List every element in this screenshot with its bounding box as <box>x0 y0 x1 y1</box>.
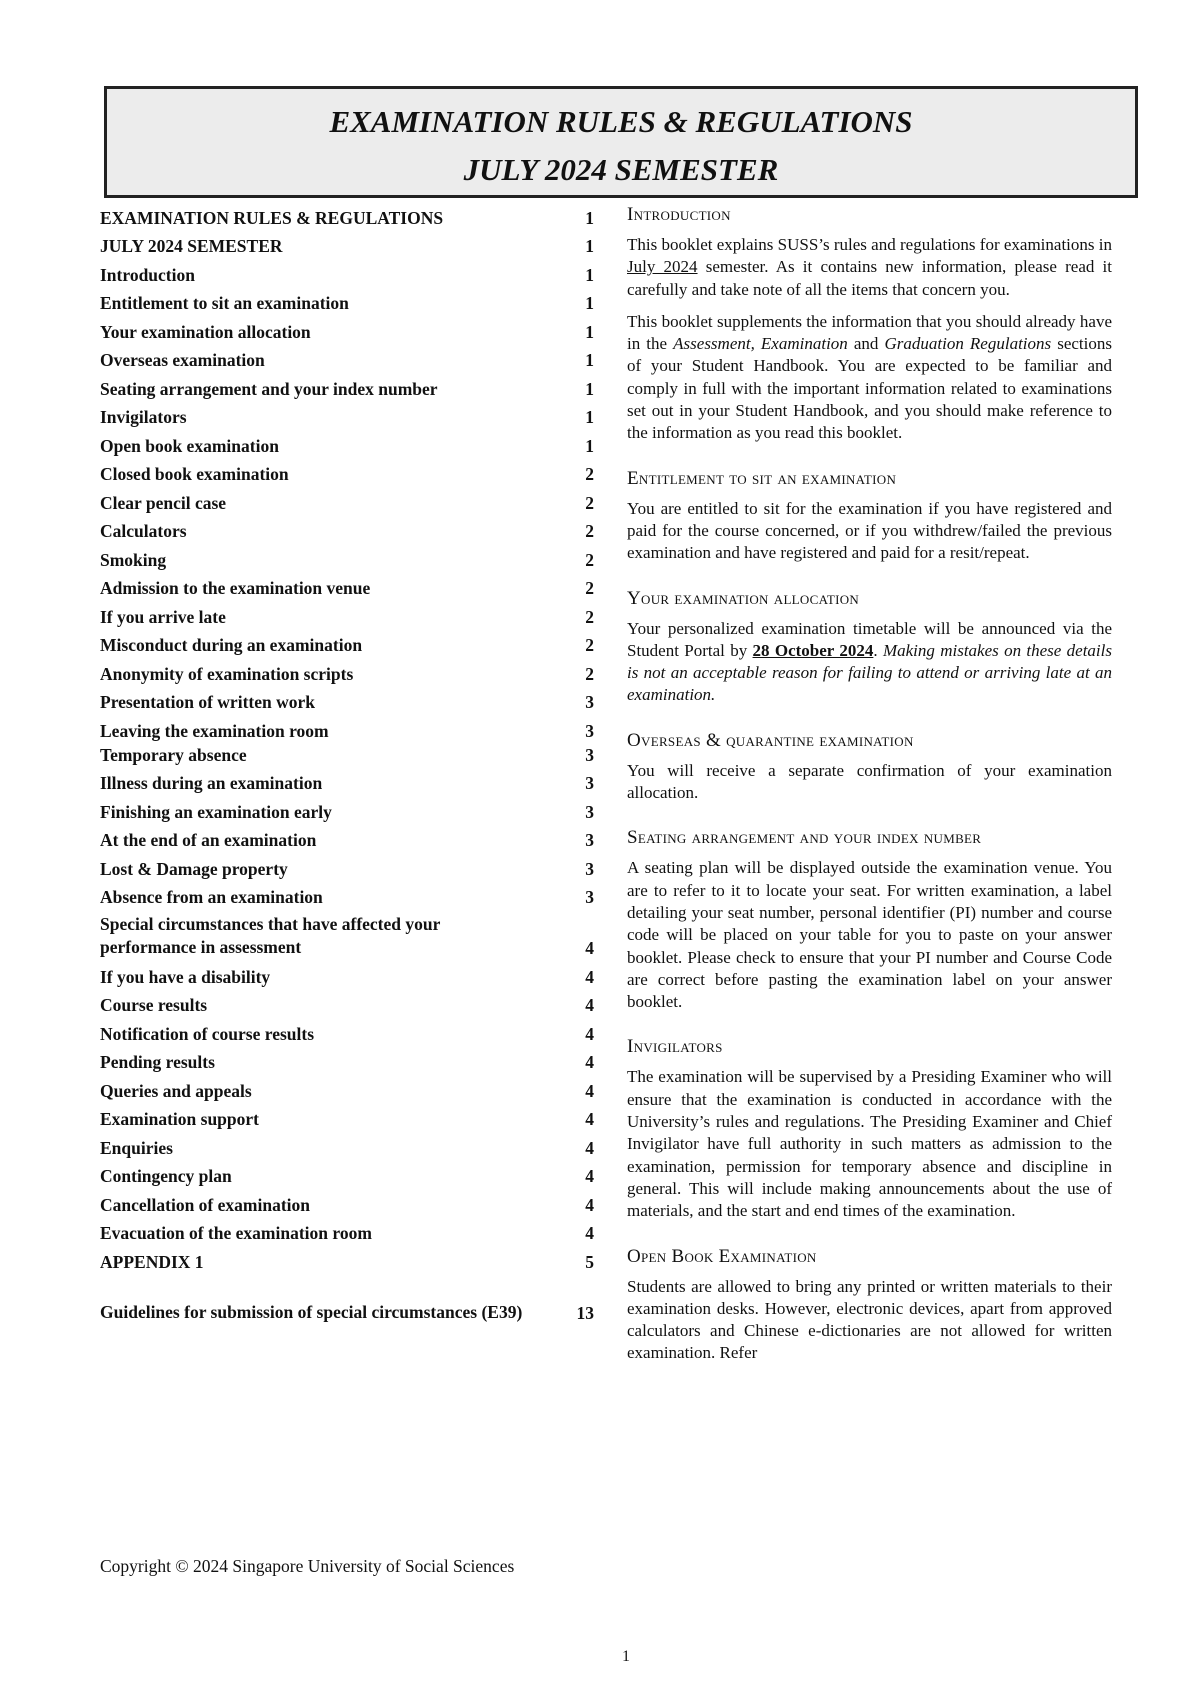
toc-title: Admission to the examination venue <box>100 578 371 598</box>
toc-page: 3 <box>585 692 594 712</box>
toc-entry[interactable] <box>100 1102 594 1131</box>
toc-title: Examination support <box>100 1109 259 1129</box>
toc-title: Open book examination <box>100 435 279 456</box>
toc-entry[interactable] <box>100 1130 594 1159</box>
toc-title: Anonymity of examination scripts <box>100 663 354 684</box>
toc-page: 3 <box>585 801 594 822</box>
toc-title: Finishing an examination early <box>100 801 332 822</box>
toc-title: Presentation of written work <box>100 692 315 712</box>
italic-text: Making mistakes on these details is not an acceptable reason for failing to attend or arriving late at an examination. <box>627 640 1112 705</box>
section-heading: Your examination allocation <box>627 587 860 609</box>
toc-title: Overseas examination <box>100 350 265 370</box>
toc-page: 5 <box>585 1251 594 1272</box>
toc-page: 3 <box>585 858 594 879</box>
toc-entry[interactable] <box>100 766 594 795</box>
toc-title: Cancellation of examination <box>100 1194 310 1215</box>
page-number: 1 <box>622 1648 630 1665</box>
toc-entry[interactable] <box>100 685 594 714</box>
toc-title: Calculators <box>100 521 187 541</box>
toc-title: Your examination allocation <box>100 321 311 342</box>
toc-entry[interactable] <box>100 599 594 628</box>
toc-page: 4 <box>585 1223 594 1243</box>
toc-page: 3 <box>585 744 594 765</box>
deadline-date: 28 October 2024 <box>752 640 874 660</box>
section-overseas <box>627 729 1112 805</box>
toc-title: Pending results <box>100 1052 215 1072</box>
text-run: semester. As it contains new information, please read it carefully and take note of all the items that concern you. <box>627 257 1112 299</box>
text-run: and <box>847 334 885 354</box>
toc-title: Clear pencil case <box>100 492 227 513</box>
toc-page: 1 <box>585 264 594 285</box>
toc-title: Course results <box>100 995 208 1015</box>
toc-page: 2 <box>585 663 594 684</box>
toc-page: 4 <box>585 938 594 958</box>
document-subtitle: JULY 2024 SEMESTER <box>463 152 779 187</box>
toc-title: Special circumstances that have affected your performance in assessment <box>100 914 441 957</box>
toc-page: 4 <box>585 966 594 987</box>
toc-page: 1 <box>585 321 594 342</box>
toc-title: Enquiries <box>100 1137 173 1158</box>
toc-title: Entitlement to sit an examination <box>100 293 349 313</box>
toc-title: Introduction <box>100 264 195 285</box>
underlined-text: July 2024 <box>627 257 698 277</box>
toc-entry[interactable] <box>100 713 594 742</box>
toc-title: Guidelines for submission of special circumstances (E39) <box>100 1301 523 1322</box>
paragraph: You will receive a separate confirmation of your examination allocation. <box>627 760 1112 803</box>
section-heading: Invigilators <box>627 1036 723 1058</box>
toc-entry[interactable] <box>100 1016 594 1045</box>
toc-page: 2 <box>585 549 594 570</box>
toc-page: 4 <box>585 1023 594 1044</box>
toc-page: 1 <box>585 350 594 370</box>
toc-title: Illness during an examination <box>100 773 323 793</box>
toc-entry[interactable] <box>100 656 594 685</box>
toc-page: 4 <box>585 1166 594 1186</box>
document-title: EXAMINATION RULES & REGULATIONS <box>329 104 913 139</box>
toc-page: 4 <box>585 1137 594 1158</box>
toc-title: Notification of course results <box>100 1023 315 1044</box>
toc-page: 1 <box>585 236 594 256</box>
toc-page: 3 <box>585 830 594 850</box>
toc-entry[interactable] <box>100 1273 594 1324</box>
toc-title: Misconduct during an examination <box>100 635 363 655</box>
toc-page: 2 <box>585 521 594 541</box>
toc-page: 3 <box>585 720 594 741</box>
text-run: This booklet supplements the information that you should already have in the <box>627 311 1112 354</box>
section-allocation <box>627 587 1112 707</box>
toc-entry[interactable] <box>100 571 594 600</box>
toc-entry[interactable] <box>100 257 594 286</box>
toc-page: 3 <box>585 773 594 793</box>
document-title-box <box>104 86 1138 198</box>
section-heading: Introduction <box>627 204 731 225</box>
text-run: sections of your Student Handbook. You are expected to be familiar and comply in full with the important information related to examinations set out in your Student Handbook, and you should make reference to the information as you read this booklet. <box>627 334 1112 443</box>
toc-entry[interactable] <box>100 286 594 315</box>
main-content <box>627 200 1112 1387</box>
paragraph <box>627 618 1112 707</box>
toc-page: 1 <box>585 207 594 228</box>
paragraph: A seating plan will be displayed outside the examination venue. You are to refer to it to locate your seat. For written examination, a label detailing your seat number, personal identifier (PI) number and course code will be placed on your table for you to paste on your answer booklet. Please check to ensure that your PI number and Course Code are correct before pasting the examination label on your answer booklet. <box>627 858 1112 1012</box>
toc-entry[interactable] <box>100 794 594 823</box>
paragraph <box>627 234 1112 301</box>
toc-page: 4 <box>585 995 594 1015</box>
toc-title: EXAMINATION RULES & REGULATIONS <box>100 207 444 228</box>
toc-title: JULY 2024 SEMESTER <box>100 236 283 256</box>
toc-title: Queries and appeals <box>100 1080 252 1101</box>
toc-entry[interactable] <box>100 485 594 514</box>
toc-title: APPENDIX 1 <box>100 1251 204 1272</box>
toc-entry[interactable] <box>100 1244 594 1273</box>
paragraph: You are entitled to sit for the examination if you have registered and paid for the course concerned, or if you withdrew/failed the previous examination and have registered and paid for a resit/repeat. <box>627 498 1112 563</box>
section-invigilators <box>627 1035 1112 1222</box>
text-run: This booklet explains SUSS’s rules and regulations for examinations in <box>627 235 1112 254</box>
toc-page: 1 <box>585 378 594 399</box>
toc-title: Contingency plan <box>100 1166 232 1186</box>
toc-entry[interactable] <box>100 229 594 258</box>
toc-page: 1 <box>585 407 594 427</box>
toc-title: At the end of an examination <box>100 830 317 850</box>
toc-page: 2 <box>585 606 594 627</box>
toc-title: Closed book examination <box>100 464 289 484</box>
toc-entry[interactable] <box>100 988 594 1017</box>
text-run: . <box>873 640 883 660</box>
section-heading: Entitlement to sit an examination <box>627 467 897 489</box>
toc-entry[interactable] <box>100 1073 594 1102</box>
toc-title: Smoking <box>100 549 167 570</box>
copyright-notice: Copyright © 2024 Singapore University of Social Sciences <box>100 1556 515 1576</box>
section-introduction <box>627 203 1112 445</box>
toc-title: If you arrive late <box>100 606 226 627</box>
toc-entry[interactable] <box>100 628 594 657</box>
toc-entry[interactable] <box>100 428 594 457</box>
toc-page: 1 <box>585 293 594 313</box>
toc-title: If you have a disability <box>100 966 271 987</box>
toc-page: 1 <box>585 435 594 456</box>
toc-entry[interactable] <box>100 742 594 766</box>
toc-entry[interactable] <box>100 514 594 543</box>
toc-title: Invigilators <box>100 407 187 427</box>
toc-page: 4 <box>585 1080 594 1101</box>
toc-page: 2 <box>585 464 594 484</box>
section-open-book <box>627 1245 1112 1365</box>
italic-text: Assessment, Examination <box>673 334 848 354</box>
toc-entry[interactable] <box>100 908 594 959</box>
toc-entry[interactable] <box>100 1187 594 1216</box>
toc-entry[interactable] <box>100 959 594 988</box>
toc-entry[interactable] <box>100 400 594 429</box>
toc-entry[interactable] <box>100 542 594 571</box>
italic-text: Graduation Regulations <box>884 334 1052 354</box>
table-of-contents <box>100 200 594 1324</box>
toc-entry[interactable] <box>100 880 594 909</box>
toc-title: Absence from an examination <box>100 887 323 907</box>
toc-entry[interactable] <box>100 1159 594 1188</box>
section-heading: Overseas & quarantine examination <box>627 729 914 751</box>
text-run: Your personalized examination timetable will be announced via the Student Portal by <box>627 618 1112 660</box>
toc-page: 4 <box>585 1194 594 1215</box>
paragraph <box>627 311 1112 445</box>
paragraph: The examination will be supervised by a Presiding Examiner who will ensure that the examination is conducted in accordance with the University’s rules and regulations. The Presiding Examiner and Chief Invigilator have full authority in such matters as admission to the examination, permission for temporary absence and discipline in general. This will include making announcements about the use of materials, and the start and end times of the examination. <box>627 1067 1112 1221</box>
toc-page: 2 <box>585 492 594 513</box>
toc-page: 3 <box>585 887 594 907</box>
toc-page: 2 <box>585 578 594 598</box>
toc-entry[interactable] <box>100 457 594 486</box>
toc-entry[interactable] <box>100 200 594 229</box>
toc-entry[interactable] <box>100 371 594 400</box>
toc-title: Leaving the examination room <box>100 720 329 741</box>
section-entitlement <box>627 467 1112 565</box>
toc-entry[interactable] <box>100 1045 594 1074</box>
section-heading: Seating arrangement and your index number <box>627 827 982 849</box>
toc-title: Temporary absence <box>100 744 247 765</box>
toc-entry[interactable] <box>100 851 594 880</box>
section-seating <box>627 826 1112 1013</box>
section-heading: Open Book Examination <box>627 1245 817 1267</box>
toc-page: 4 <box>585 1109 594 1129</box>
toc-page: 13 <box>576 1302 594 1323</box>
toc-entry[interactable] <box>100 1216 594 1245</box>
toc-page: 4 <box>585 1052 594 1072</box>
toc-page: 2 <box>585 635 594 655</box>
toc-title: Evacuation of the examination room <box>100 1223 372 1243</box>
toc-entry[interactable] <box>100 343 594 372</box>
toc-title: Seating arrangement and your index number <box>100 378 438 399</box>
paragraph: Students are allowed to bring any printed or written materials to their examination desks. However, electronic devices, apart from approved calculators and Chinese e-dictionaries are not allowed for written examination. Refer <box>627 1276 1112 1363</box>
toc-title: Lost & Damage property <box>100 858 288 879</box>
toc-entry[interactable] <box>100 823 594 852</box>
toc-entry[interactable] <box>100 314 594 343</box>
